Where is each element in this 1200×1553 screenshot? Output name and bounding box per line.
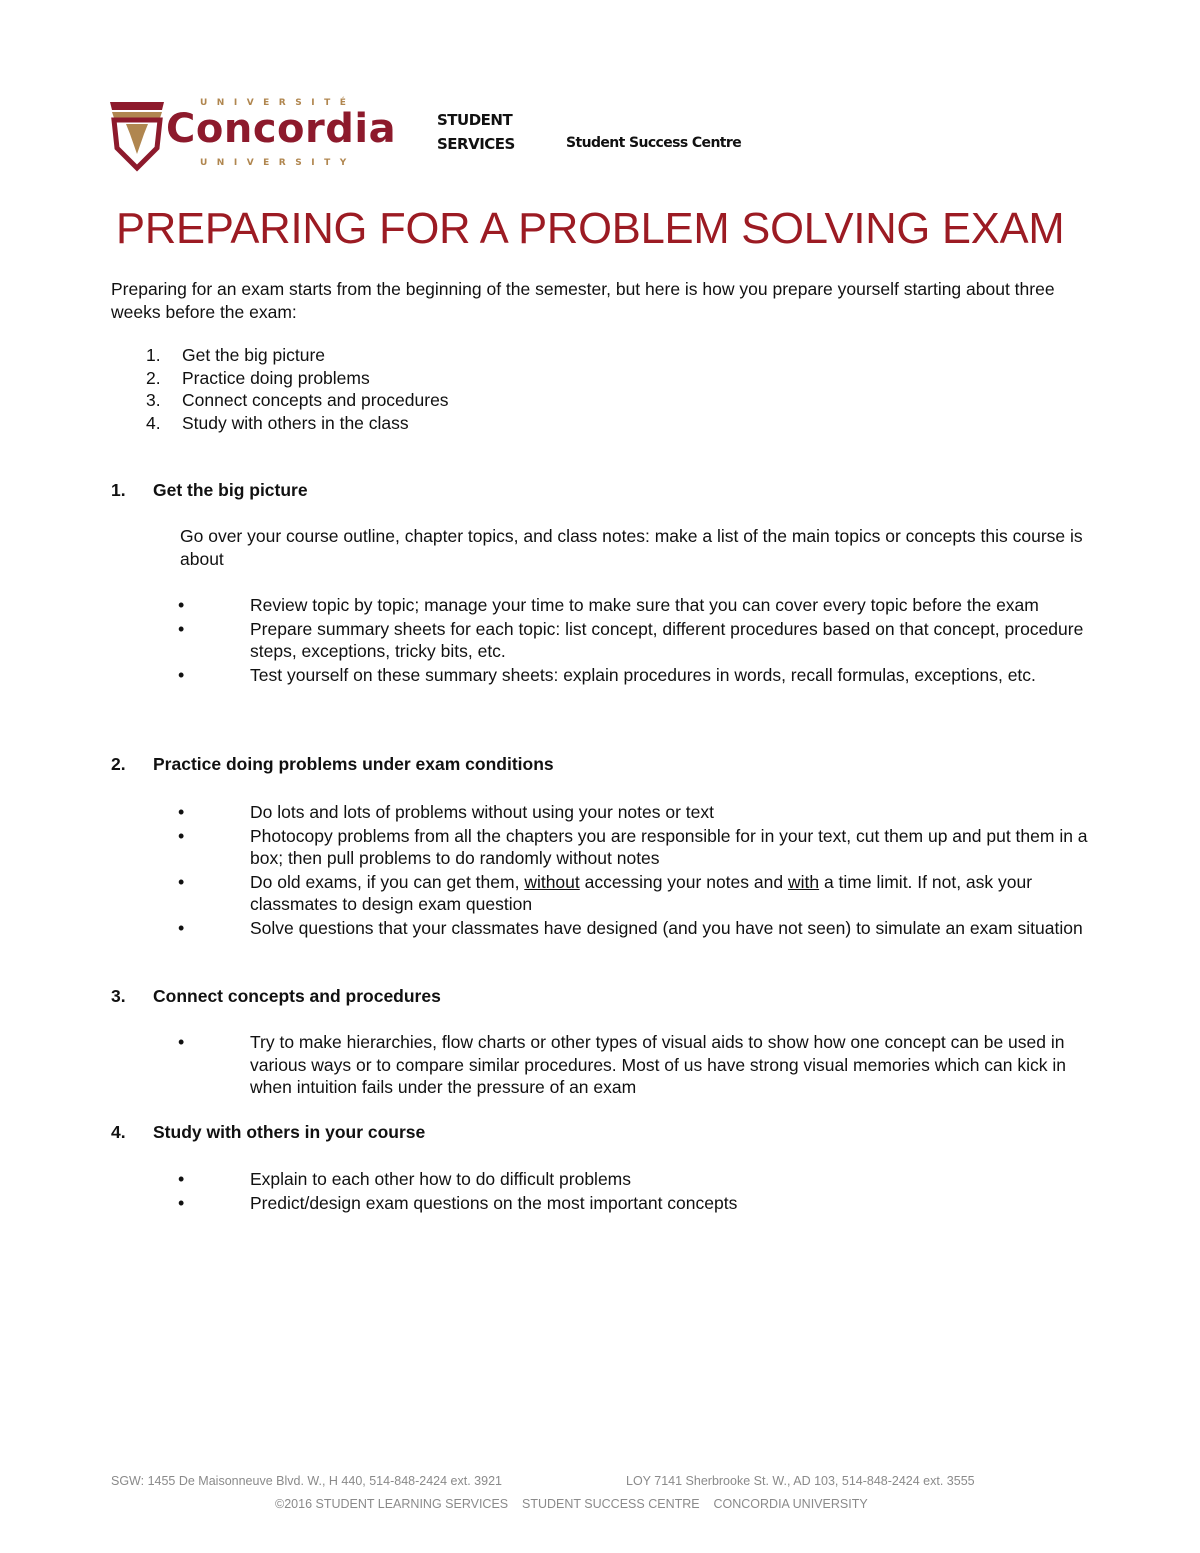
list-item: • Photocopy problems from all the chapters you are responsible for in your text, cut them up and put them in a box; then pull problems to do randomly without notes <box>213 825 1093 870</box>
underlined-word: without <box>524 871 580 892</box>
section-number: 1. <box>111 480 126 500</box>
logo-top-text: UNIVERSITÉ <box>200 98 356 108</box>
footer-copyright: ©2016 STUDENT LEARNING SERVICES STUDENT SUCCESS CENTRE CONCORDIA UNIVERSITY <box>275 1497 868 1511</box>
concordia-shield-icon <box>108 98 166 174</box>
underlined-word: with <box>787 871 820 892</box>
section-number: 2. <box>111 754 126 774</box>
list-item: • Prepare summary sheets for each topic: list concept, different procedures based on that concept, procedure steps, exceptions, tricky bits, etc. <box>213 618 1098 663</box>
overview-list <box>146 344 449 434</box>
list-item: • Review topic by topic; manage your time to make sure that you can cover every topic before the exam <box>213 594 1098 617</box>
section-title: Get the big picture <box>153 480 308 500</box>
section-1-bullets <box>213 594 1098 687</box>
section-title: Study with others in your course <box>153 1122 426 1142</box>
list-item: • Solve questions that your classmates have designed (and you have not seen) to simulate an exam situation <box>213 917 1093 940</box>
centre-label: Student Success Centre <box>566 135 742 151</box>
list-item: • Test yourself on these summary sheets: explain procedures in words, recall formulas, exceptions, etc. <box>213 664 1098 687</box>
list-item: • Try to make hierarchies, flow charts or other types of visual aids to show how one concept can be used in various ways or to compare similar procedures. Most of us have strong visual memories which can kick in when intuition fails under the pressure of an exam <box>213 1031 1098 1099</box>
section-3-bullets <box>213 1031 1098 1100</box>
services-line-1: STUDENT <box>437 111 513 129</box>
list-number: 1. <box>146 345 161 365</box>
list-text: Connect concepts and procedures <box>182 390 449 410</box>
list-item: • Predict/design exam questions on the most important concepts <box>213 1192 1093 1215</box>
section-2-bullets <box>213 801 1093 940</box>
section-title: Connect concepts and procedures <box>153 986 441 1006</box>
list-item <box>146 412 449 435</box>
intro-paragraph: Preparing for an exam starts from the beginning of the semester, but here is how you prepare yourself starting about three weeks before the exam: <box>111 279 1055 322</box>
list-number: 2. <box>146 367 161 388</box>
logo-wordmark: Concordia <box>166 106 397 152</box>
list-text: Practice doing problems <box>182 367 370 388</box>
concordia-logo <box>108 96 408 176</box>
section-number: 3. <box>111 986 126 1006</box>
list-text: Study with others in the class <box>182 412 409 433</box>
footer-loy-address: LOY 7141 Sherbrooke St. W., AD 103, 514-848-2424 ext. 3555 <box>626 1474 975 1488</box>
bullet-text: accessing your notes and <box>579 871 788 892</box>
list-item <box>213 871 1093 916</box>
section-title: Practice doing problems under exam conditions <box>153 754 554 774</box>
list-item <box>146 344 449 367</box>
section-number: 4. <box>111 1122 126 1142</box>
logo-bottom-text: UNIVERSITY <box>200 158 356 168</box>
bullet-text: a time limit. If not, ask your classmates to design exam question <box>250 871 1033 914</box>
section-1-paragraph: Go over your course outline, chapter topics, and class notes: make a list of the main topics or concepts this course is about <box>180 526 1083 569</box>
section-heading-2 <box>111 754 554 775</box>
page-title: PREPARING FOR A PROBLEM SOLVING EXAM <box>116 205 1065 253</box>
list-text: Get the big picture <box>182 345 325 365</box>
list-item <box>146 389 449 412</box>
section-heading-4 <box>111 1122 425 1143</box>
section-4-bullets <box>213 1168 1093 1215</box>
bullet-text: Do old exams, if you can get them, <box>250 871 525 892</box>
section-heading-3 <box>111 986 441 1007</box>
section-heading-1 <box>111 480 308 501</box>
list-number: 4. <box>146 412 161 433</box>
services-line-2: SERVICES <box>437 135 515 153</box>
footer-sgw-address: SGW: 1455 De Maisonneuve Blvd. W., H 440, 514-848-2424 ext. 3921 <box>111 1474 502 1488</box>
list-item <box>146 367 449 390</box>
student-services-label <box>437 108 515 156</box>
list-item: • Do lots and lots of problems without using your notes or text <box>213 801 1093 824</box>
list-number: 3. <box>146 390 161 410</box>
list-item: • Explain to each other how to do difficult problems <box>213 1168 1093 1191</box>
